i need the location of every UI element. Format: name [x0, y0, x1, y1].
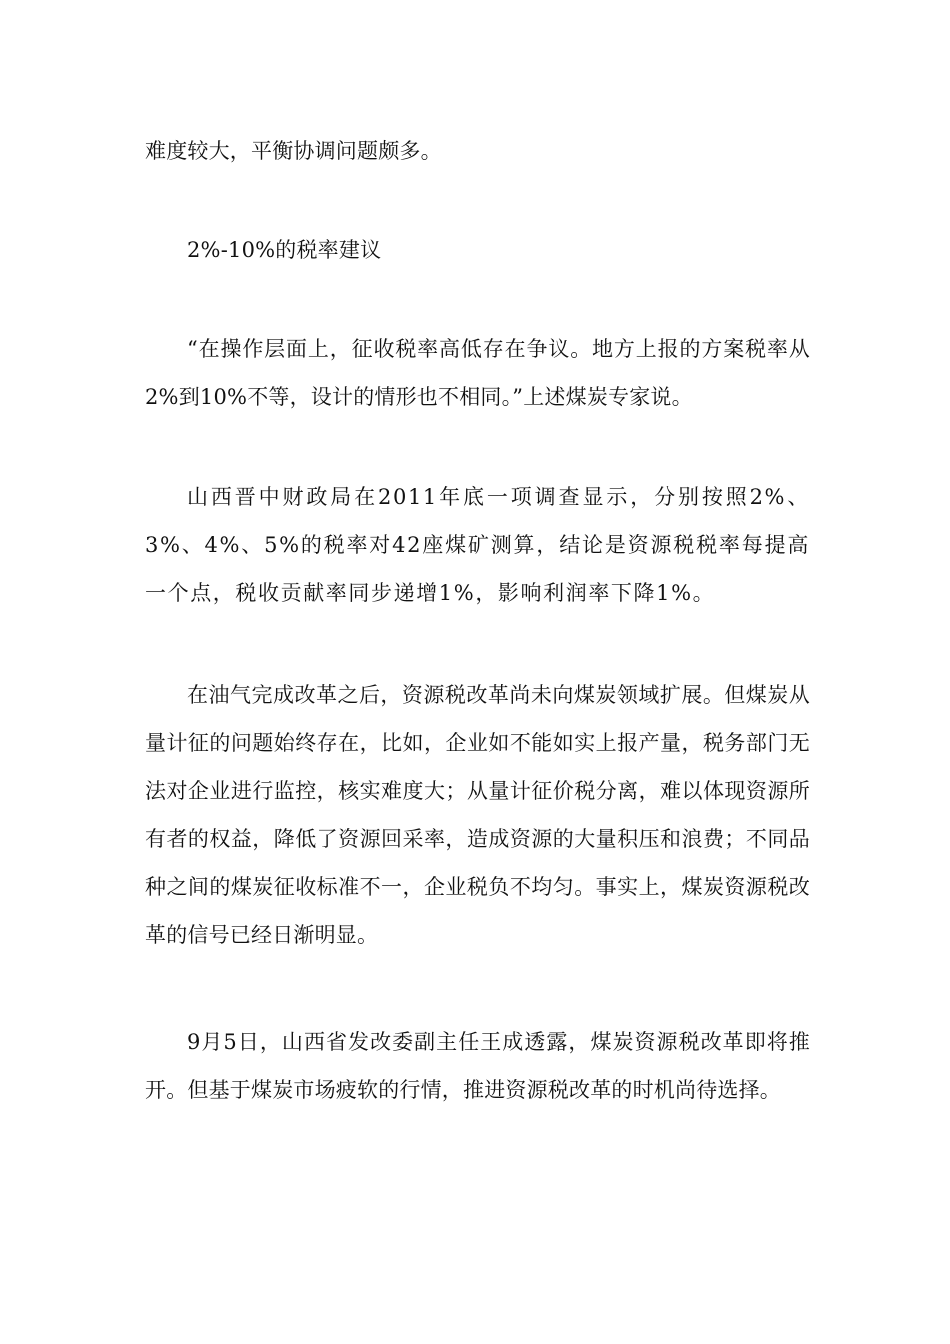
paragraph-announcement: 9月5日，山西省发改委副主任王成透露，煤炭资源税改革即将推开。但基于煤炭市场疲软的行情，推进资源税改革的时机尚待选择。 [145, 1030, 810, 1102]
paragraph-reform: 在油气完成改革之后，资源税改革尚未向煤炭领域扩展。但煤炭从量计征的问题始终存在，比如，企业如不能如实上报产量，税务部门无法对企业进行监控，核实难度大；从量计征价税分离，难以体现资源所有者的权益，降低了资源回采率，造成资源的大量积压和浪费；不同品种之间的煤炭征收标准不一，企业税负不均匀。事实上，煤炭资源税改革的信号已经日渐明显。 [145, 683, 810, 947]
section-heading: 2%-10%的税率建议 [187, 238, 382, 262]
paragraph-survey: 山西晋中财政局在2011年底一项调查显示，分别按照2%、3%、4%、5%的税率对42座煤矿测算，结论是资源税税率每提高一个点，税收贡献率同步递增1%，影响利润率下降1%。 [145, 485, 810, 605]
paragraph-continuation: 难度较大，平衡协调问题颇多。 [145, 139, 442, 163]
paragraph-quote: “在操作层面上，征收税率高低存在争议。地方上报的方案税率从2%到10%不等，设计的情形也不相同。”上述煤炭专家说。 [145, 337, 810, 409]
